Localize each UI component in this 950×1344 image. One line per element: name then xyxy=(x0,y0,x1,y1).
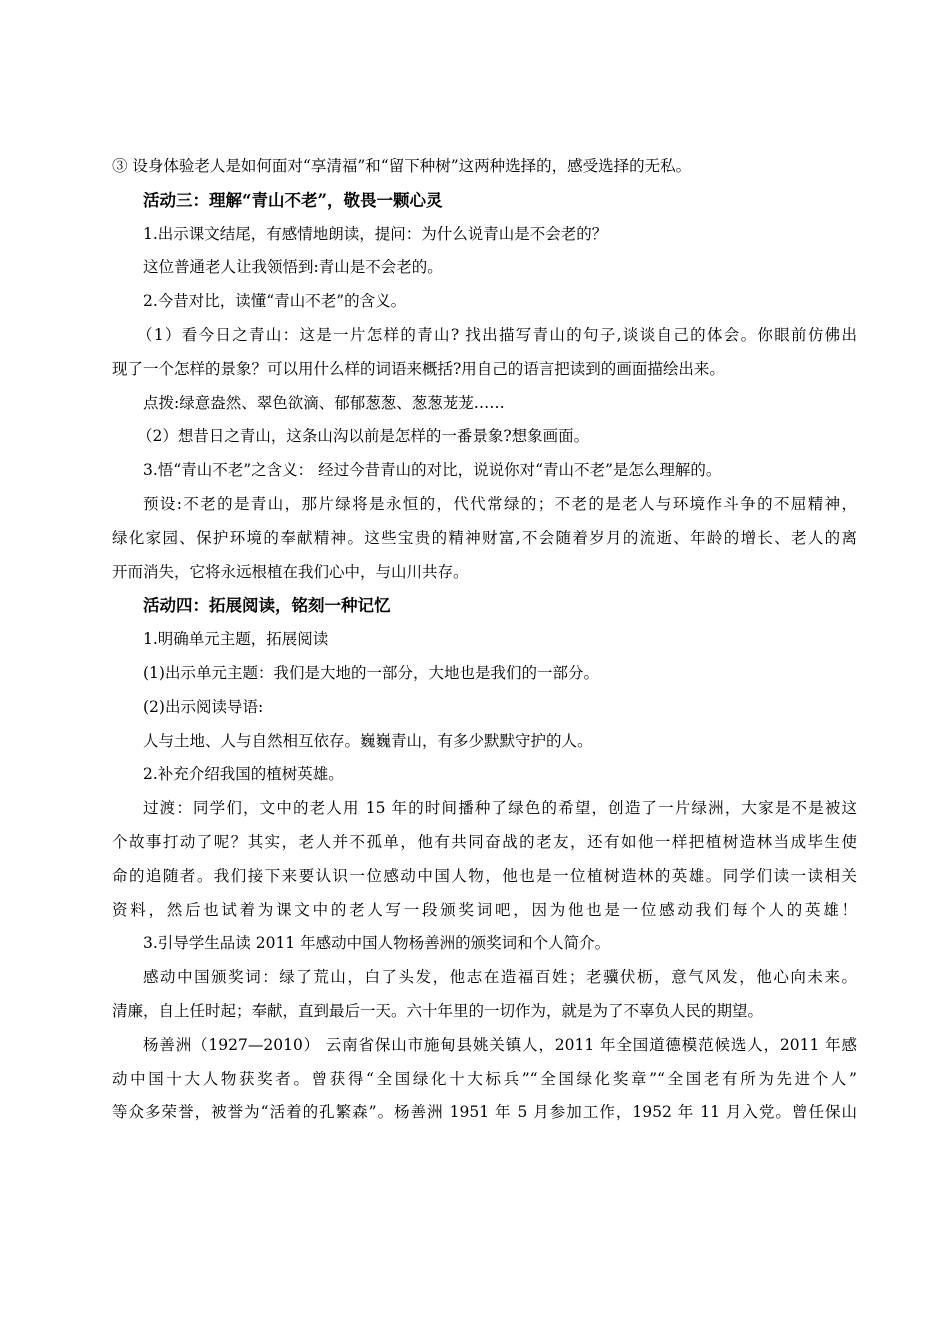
text-line-13: 开而消失，它将永远根植在我们心中，与山川共存。 xyxy=(112,562,469,581)
text-line-17: (2)出示阅读导语: xyxy=(143,697,264,716)
text-line-4: 这位普通老人让我领悟到:青山是不会老的。 xyxy=(143,258,443,277)
text-line-3: 1.出示课文结尾，有感情地朗读，提问：为什么说青山是不会老的？ xyxy=(143,224,608,243)
text-line-27: 杨善洲（1927—2010） 云南省保山市施甸县姚关镇人，2011 年全国道德模范候选人，2011 年感 xyxy=(143,1035,857,1054)
text-line-6: （1）看今日之青山：这是一片怎样的青山? 找出描写青山的句子,谈谈自己的体会。你眼前仿佛出 xyxy=(137,325,857,344)
text-line-1: ③ 设身体验老人是如何面对“享清福”和“留下种树”这两种选择的，感受选择的无私。 xyxy=(112,157,692,175)
text-line-26: 清廉，自上任时起；奉献，直到最后一天。六十年里的一切作为，就是为了不辜负人民的期望。 xyxy=(112,1001,764,1020)
section-heading-activity-4: 活动四：拓展阅读，铭刻一种记忆 xyxy=(143,596,391,616)
text-line-11: 预设:不老的是青山，那片绿将是永恒的，代代常绿的；不老的是老人与环境作斗争的不屈精神， xyxy=(143,494,857,513)
text-line-16: (1)出示单元主题：我们是大地的一部分，大地也是我们的一部分。 xyxy=(143,663,599,682)
text-line-25: 感动中国颁奖词：绿了荒山，白了头发，他志在造福百姓；老骥伏枥，意气风发，他心向未来。 xyxy=(143,968,857,987)
text-line-5: 2.今昔对比，读懂“青山不老”的含义。 xyxy=(143,292,407,311)
text-line-9: （2）想昔日之青山，这条山沟以前是怎样的一番景象?想象画面。 xyxy=(137,427,590,446)
text-line-20: 过渡：同学们，文中的老人用 15 年的时间播种了绿色的希望，创造了一片绿洲，大家是不是被这 xyxy=(143,799,857,818)
document-page xyxy=(112,150,857,1130)
text-line-29: 等众多荣誉，被誉为“活着的孔繁森”。杨善洲 1951 年 5 月参加工作，1952 年 11 月入党。曾任保山 xyxy=(112,1103,857,1122)
text-line-23: 资料，然后也试着为课文中的老人写一段颁奖词吧，因为他也是一位感动我们每个人的英雄！ xyxy=(112,900,857,919)
text-line-28: 动中国十大人物获奖者。曾获得“全国绿化十大标兵”“全国绿化奖章”“全国老有所为先进个人” xyxy=(112,1069,857,1088)
text-line-15: 1.明确单元主题，拓展阅读 xyxy=(143,630,329,649)
text-line-7: 现了一个怎样的景象？可以用什么样的词语来概括?用自己的语言把读到的画面描绘出来。 xyxy=(112,359,725,378)
text-line-22: 命的追随者。我们接下来要认识一位感动中国人物，他也是一位植树造林的英雄。同学们读一读相关 xyxy=(112,866,857,885)
text-line-10: 3.悟“青山不老”之含义： 经过今昔青山的对比，说说你对“青山不老”是怎么理解的。 xyxy=(143,461,722,480)
text-line-24: 3.引导学生品读 2011 年感动中国人物杨善洲的颁奖词和个人简介。 xyxy=(143,934,611,953)
text-line-8: 点拨:绿意盎然、翠色欲滴、郁郁葱葱、葱葱茏茏…… xyxy=(143,393,505,412)
text-line-12: 绿化家园、保护环境的奉献精神。这些宝贵的精神财富,不会随着岁月的流逝、年龄的增长、老人的离 xyxy=(112,528,857,547)
text-line-18: 人与土地、人与自然相互依存。巍巍青山，有多少默默守护的人。 xyxy=(143,731,593,750)
section-heading-activity-3: 活动三：理解“青山不老”，敬畏一颗心灵 xyxy=(143,190,443,210)
text-line-21: 个故事打动了呢？其实，老人并不孤单，他有共同奋战的老友，还有如他一样把植树造林当成毕生使 xyxy=(112,832,857,851)
text-line-19: 2.补充介绍我国的植树英雄。 xyxy=(143,765,344,784)
